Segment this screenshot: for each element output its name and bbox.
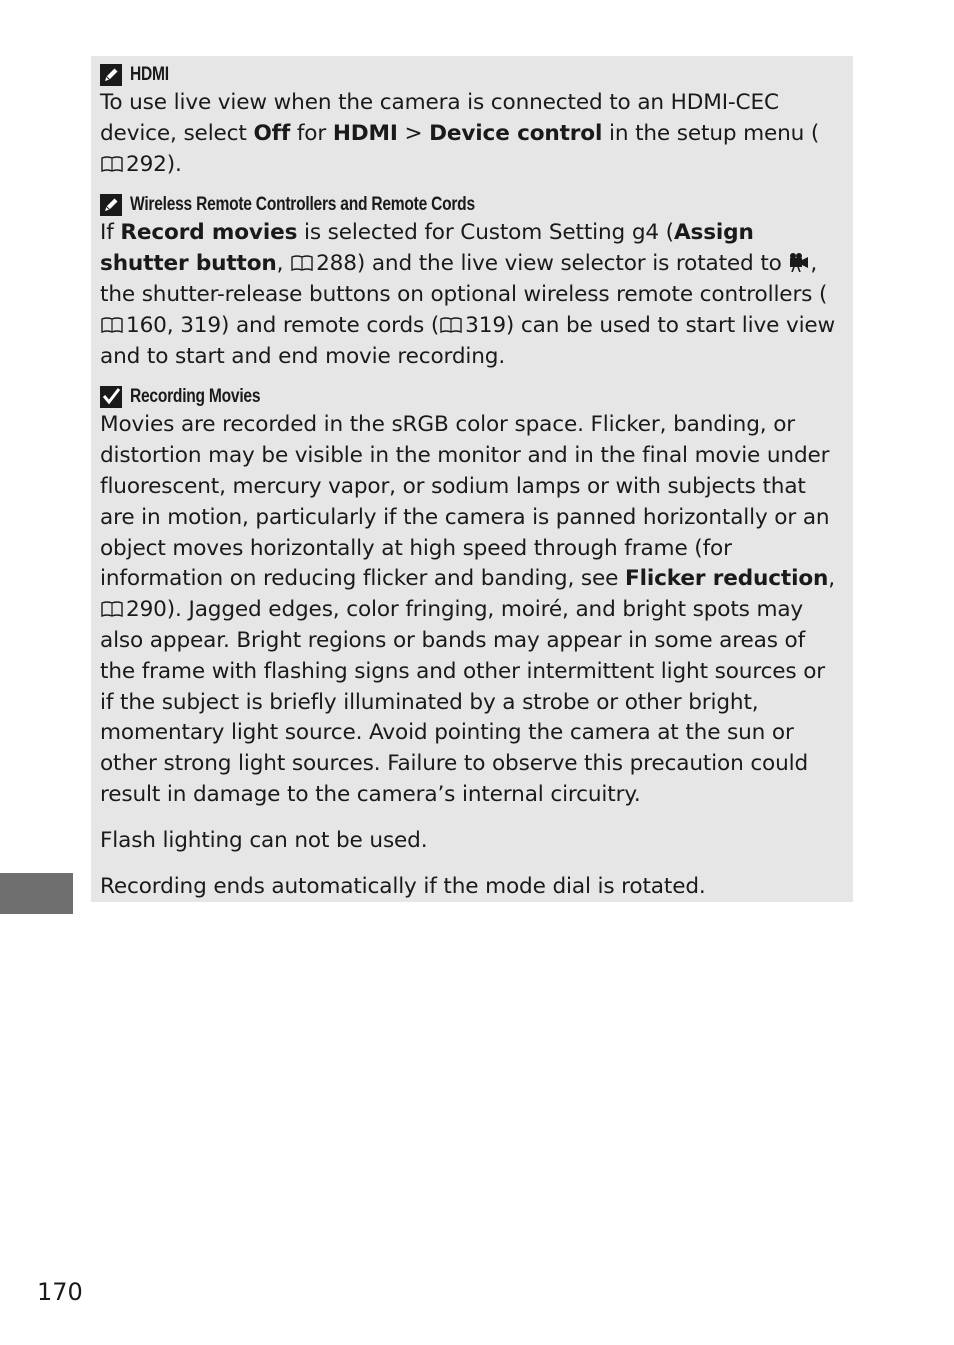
page-ref-link[interactable]: 292 — [126, 151, 167, 177]
book-icon — [291, 255, 313, 271]
section-body: Movies are recorded in the sRGB color space. Flicker, banding, or distortion may be visible in the monitor and in the final movie under fluorescent, mercury vapor, or sodium lamps or with subjects that are in motion, particularly if the camera is panned horizontally or an object moves horizontally at high speed through frame (for information on reducing flicker and banding, see Flicker reduction, 290). Jagged edges, color fringing, moiré, and bright spots may also appear. Bright regions or bands may appear in some areas of the frame with flashing signs and other intermittent light sources or if the subject is briefly illuminated by a strobe or other bright, momentary light source. Avoid pointing the camera at the sun or other strong light sources. Failure to observe this precaution could result in damage to the camera’s internal circuitry. — [100, 412, 835, 807]
page-ref-link[interactable]: 160, 319 — [126, 312, 221, 338]
section-recording — [100, 384, 841, 902]
page-ref-link[interactable]: 288 — [316, 251, 357, 277]
section-title: HDMI — [130, 64, 169, 85]
book-icon — [101, 601, 123, 617]
book-icon — [101, 156, 123, 172]
section-heading — [100, 384, 841, 410]
section-heading — [100, 192, 841, 218]
section-body: Flash lighting can not be used. — [100, 827, 428, 853]
section-wireless — [100, 192, 841, 372]
book-icon — [440, 317, 462, 333]
section-title: Recording Movies — [130, 386, 261, 408]
page-number: 170 — [37, 1278, 83, 1306]
section-heading — [100, 62, 841, 88]
pencil-note-icon — [100, 64, 122, 86]
section-body: Recording ends automatically if the mode dial is rotated. — [100, 873, 706, 899]
section-body: If Record movies is selected for Custom Setting g4 (Assign shutter button, 288) and the live view selector is rotated to , the shutter-release buttons on optional wireless remote controllers (160, 319) and remote cords ( 319) can be used to start live view and to start and end movie recording. — [100, 220, 836, 369]
page-ref-link[interactable]: 290 — [126, 597, 167, 623]
chapter-tab — [0, 873, 73, 914]
page-ref-link[interactable]: 319 — [465, 312, 506, 338]
section-body: To use live view when the camera is connected to an HDMI-CEC device, select Off for HDMI > Device control in the setup menu (292). — [100, 90, 820, 177]
book-icon — [101, 317, 123, 333]
pencil-note-icon — [100, 194, 122, 216]
section-title: Wireless Remote Controllers and Remote Cords — [130, 194, 475, 216]
note-box — [91, 56, 853, 902]
section-hdmi — [100, 62, 841, 180]
caution-check-icon — [100, 386, 122, 408]
movie-camera-icon — [788, 252, 810, 272]
